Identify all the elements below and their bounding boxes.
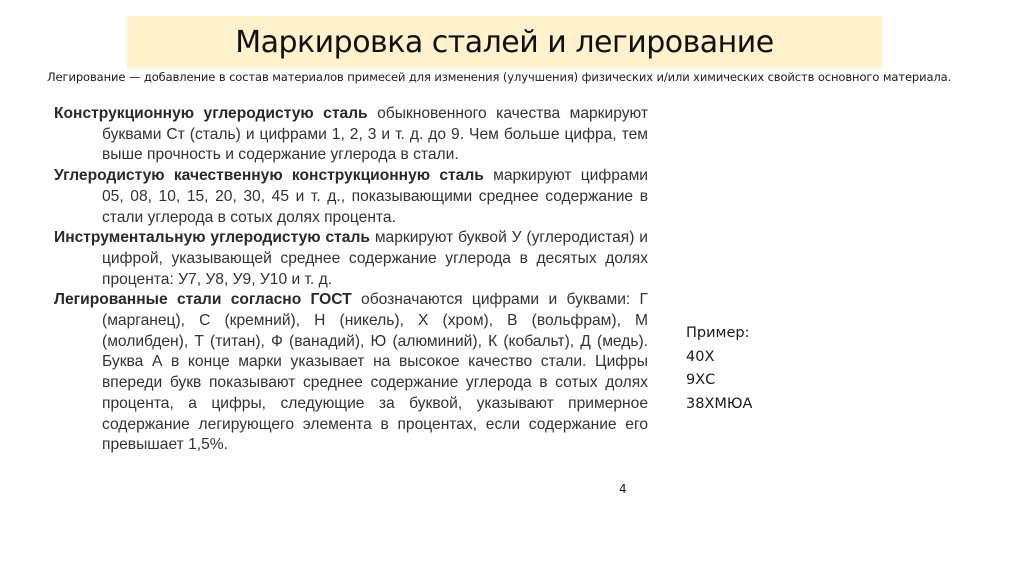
title-banner <box>127 16 882 68</box>
example-item: 9ХС <box>686 372 716 388</box>
page-number: 4 <box>619 482 627 496</box>
example-block <box>686 322 752 416</box>
rule-text: обозначаются цифрами и буквами: Г (марганец), С (кремний), Н (никель), Х (хром), В (вольфрам), М (молибден), Т (титан), Ф (ванадий), Ю (алюминий), К (кобальт), Д (медь). Буква А в конце марки указывает на высокое качество стали. Цифры впереди букв показывают среднее содержание углерода в сотых долях процента, а цифры, следующие за буквой, указывают примерное содержание легирующего элемента в процентах, если содержание его превышает 1,5%. <box>102 291 648 454</box>
marking-rules <box>54 104 648 456</box>
rule-text: маркируют цифрами 05, 08, 10, 15, 20, 30, 45 и т. д., показывающими среднее содержание в стали углерода в сотых долях процента. <box>102 167 649 226</box>
example-label: Пример: <box>686 325 750 341</box>
rule-structural-carbon-steel <box>54 104 648 166</box>
example-item: 38ХМЮА <box>686 395 753 412</box>
definition-text: Легирование — добавление в состав материалов примесей для изменения (улучшения) физических и/или химических свойств основного материала. <box>47 70 952 84</box>
rule-lead: Инструментальную углеродистую сталь <box>54 229 370 247</box>
rule-text: маркируют буквой У (углеродистая) и цифрой, указывающей среднее содержание углерода в десятых долях процента: У7, У8, У9, У10 и т. д. <box>102 229 648 288</box>
slide-title: Маркировка сталей и легирование <box>235 24 774 60</box>
rule-quality-carbon-steel <box>54 166 648 228</box>
example-item: 40Х <box>686 348 715 365</box>
rule-lead: Конструкционную углеродистую сталь <box>54 105 368 122</box>
rule-tool-carbon-steel <box>54 228 648 290</box>
rule-text: обыкновенного качества маркируют буквами Ст (сталь) и цифрами 1, 2, 3 и т. д. до 9. Чем больше цифра, тем выше прочность и содержание углерода в стали. <box>102 105 648 164</box>
rule-alloy-steel <box>54 290 648 456</box>
rule-lead: Углеродистую качественную конструкционную сталь <box>54 167 484 185</box>
rule-lead: Легированные стали согласно ГОСТ <box>54 291 352 309</box>
